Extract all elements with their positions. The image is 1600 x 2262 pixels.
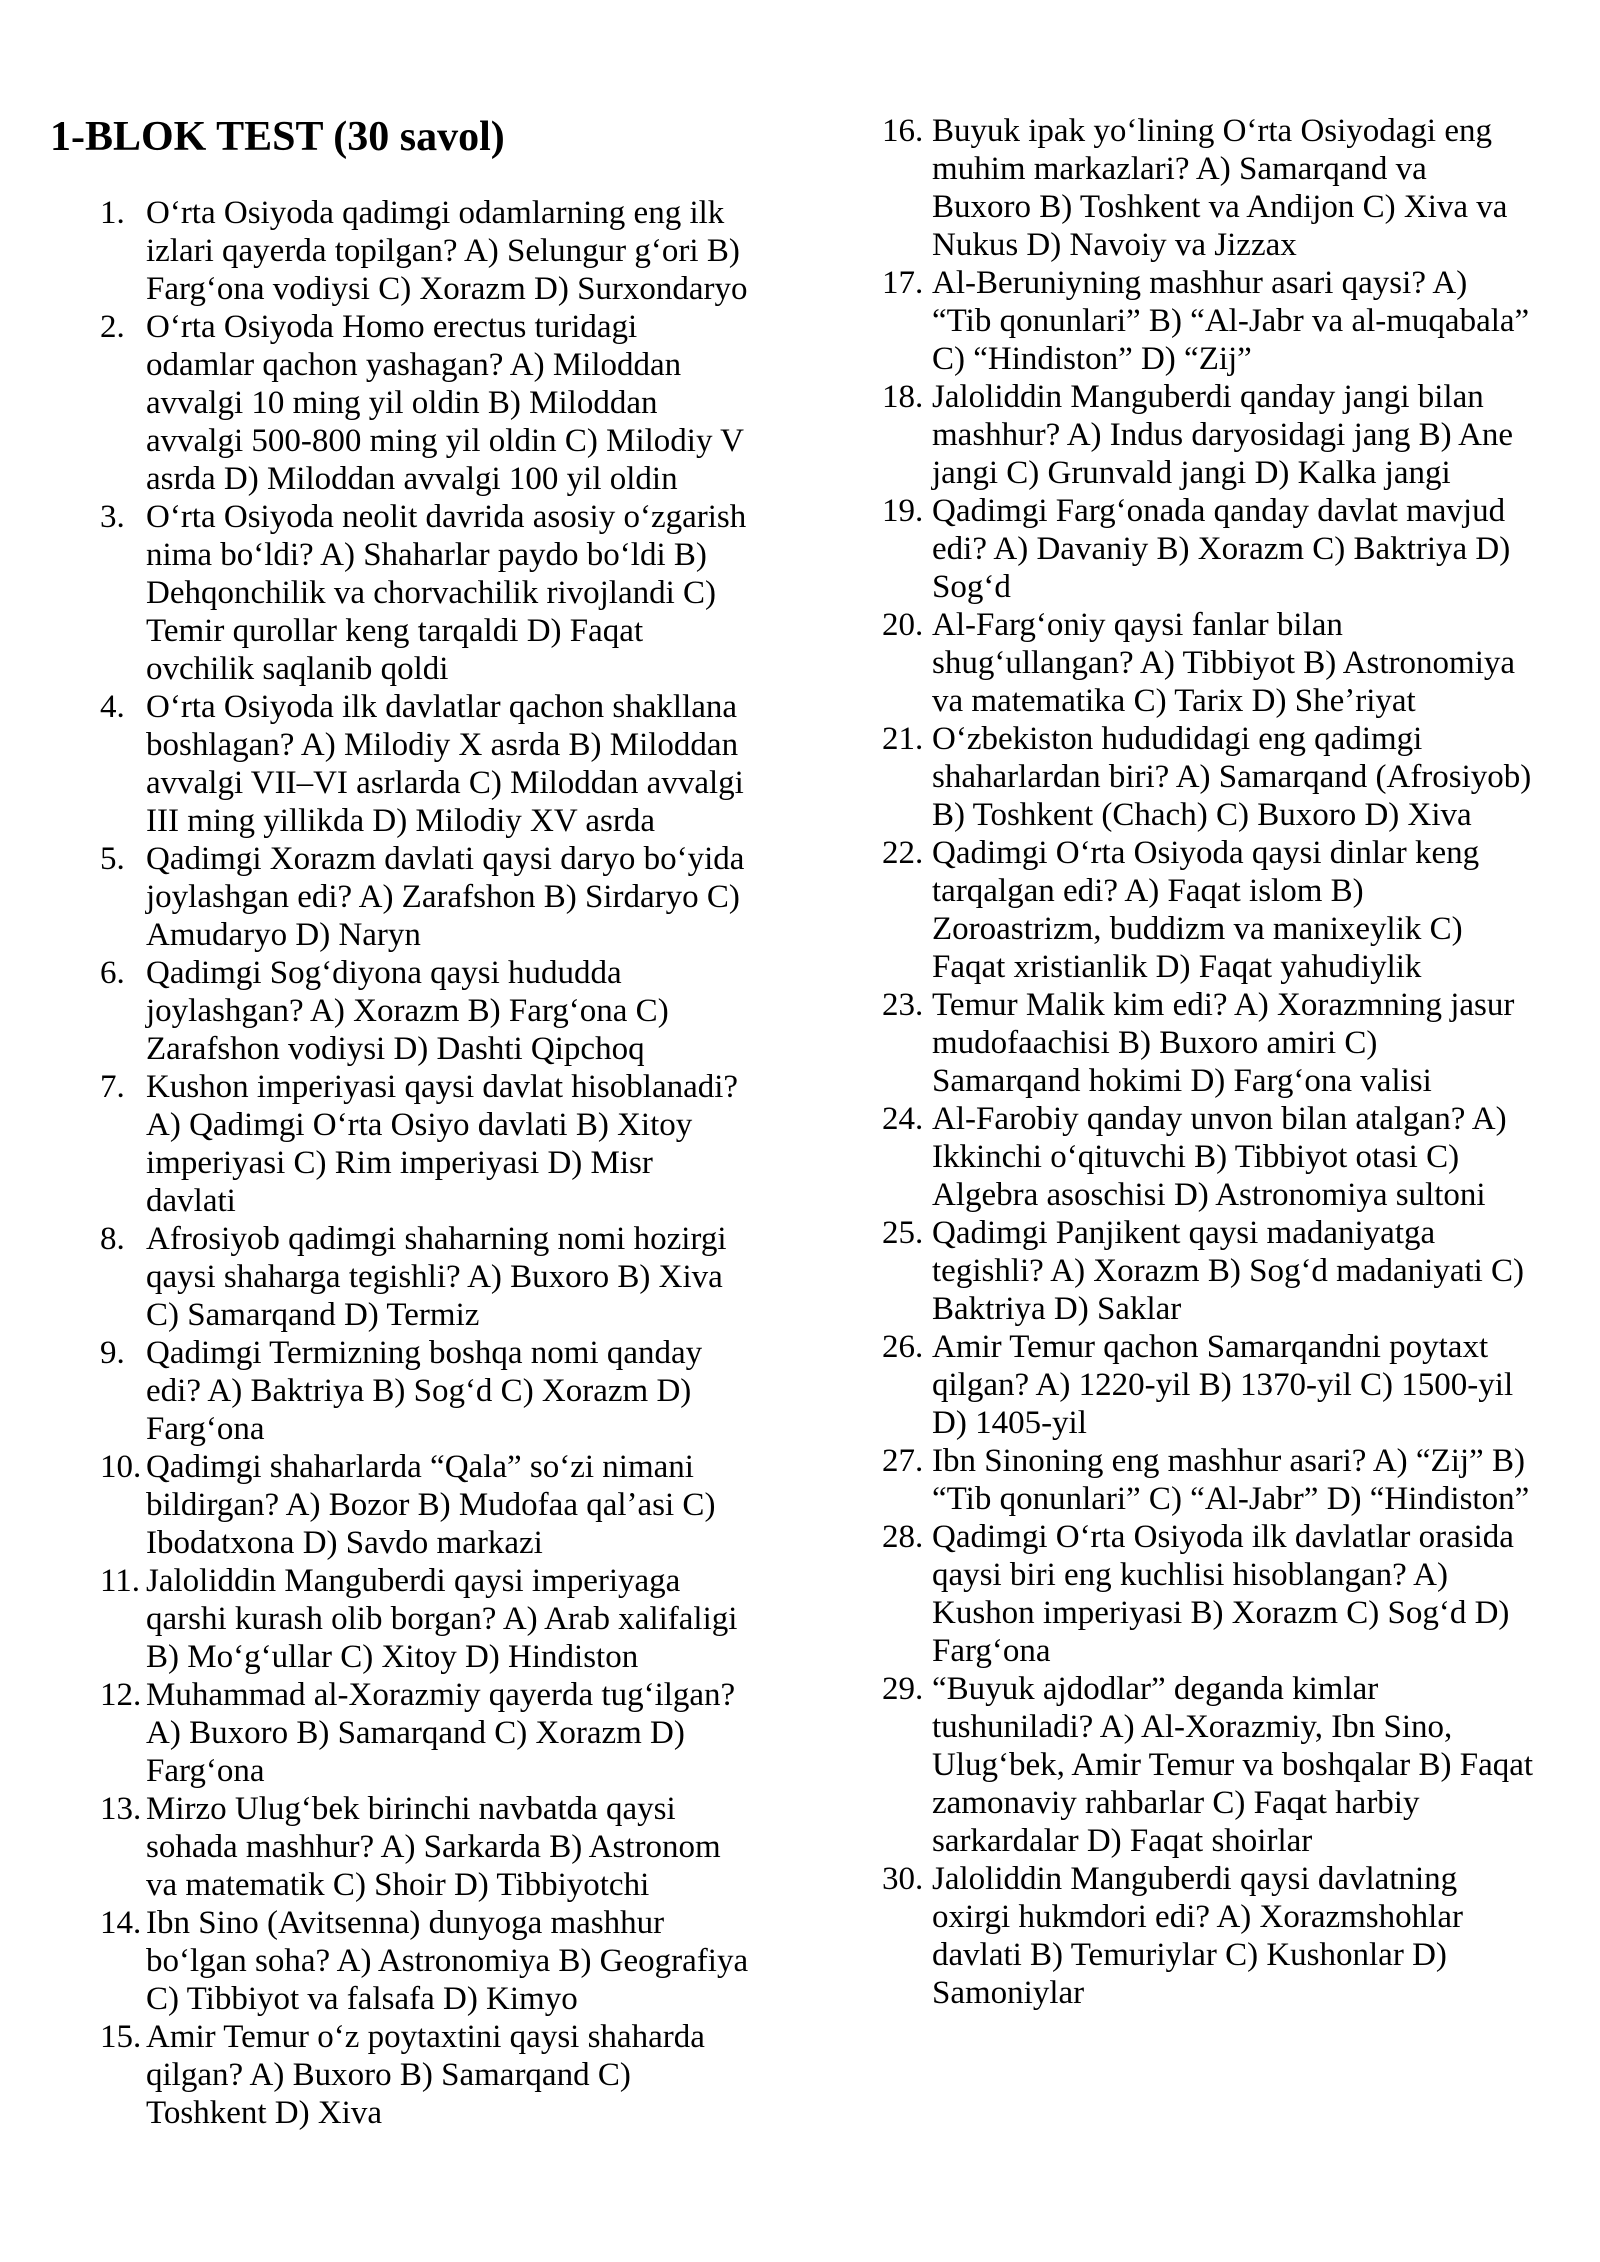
- question-text: Qadimgi Oʻrta Osiyoda qaysi dinlar keng tarqalgan edi? A) Faqat islom B) Zoroastrizm, buddizm va manixeylik C) Faqat xristianlik D) Faqat yahudiylik: [932, 835, 1480, 985]
- question-item: [882, 112, 1534, 264]
- question-number: 18.: [882, 379, 924, 415]
- question-number: 19.: [882, 493, 924, 529]
- question-item: [50, 194, 750, 308]
- question-number: 8.: [100, 1221, 125, 1257]
- question-text: Qadimgi Sogʻdiyona qaysi hududda joylashgan? A) Xorazm B) Fargʻona C) Zarafshon vodiysi D) Dashti Qipchoq: [146, 955, 669, 1067]
- question-number: 23.: [882, 987, 924, 1023]
- question-text: Muhammad al-Xorazmiy qayerda tugʻilgan? A) Buxoro B) Samarqand C) Xorazm D) Fargʻona: [146, 1677, 736, 1789]
- question-number: 7.: [100, 1069, 125, 1105]
- question-number: 4.: [100, 689, 125, 725]
- question-number: 5.: [100, 841, 125, 877]
- question-item: [882, 1442, 1534, 1518]
- question-number: 17.: [882, 265, 924, 301]
- question-number: 28.: [882, 1519, 924, 1555]
- question-text: Qadimgi Xorazm davlati qaysi daryo boʻyida joylashgan edi? A) Zarafshon B) Sirdaryo C) Amudaryo D) Naryn: [146, 841, 745, 953]
- question-item: [50, 2018, 750, 2132]
- question-text: Qadimgi Oʻrta Osiyoda ilk davlatlar orasida qaysi biri eng kuchlisi hisoblangan? A) Kushon imperiyasi B) Xorazm C) Sogʻd D) Fargʻona: [932, 1519, 1514, 1669]
- question-text: Oʻzbekiston hududidagi eng qadimgi shaharlardan biri? A) Samarqand (Afrosiyob) B) Toshkent (Chach) C) Buxoro D) Xiva: [932, 721, 1532, 833]
- question-text: Oʻrta Osiyoda qadimgi odamlarning eng ilk izlari qayerda topilgan? A) Selungur gʻori B) Fargʻona vodiysi C) Xorazm D) Surxondaryo: [146, 195, 748, 307]
- question-text: Amir Temur qachon Samarqandni poytaxt qilgan? A) 1220-yil B) 1370-yil C) 1500-yil D) 1405-yil: [932, 1329, 1514, 1441]
- question-list-left: [50, 194, 750, 2132]
- question-text: Qadimgi shaharlarda “Qala” soʻzi nimani bildirgan? A) Bozor B) Mudofaa qalʼasi C) Ibodatxona D) Savdo markazi: [146, 1449, 716, 1561]
- question-text: Afrosiyob qadimgi shaharning nomi hozirgi qaysi shaharga tegishli? A) Buxoro B) Xiva C) Samarqand D) Termiz: [146, 1221, 727, 1333]
- question-text: Oʻrta Osiyoda Homo erectus turidagi odamlar qachon yashagan? A) Miloddan avvalgi 10 ming yil oldin B) Miloddan avvalgi 500-800 ming yil oldin C) Milodiy V asrda D) Miloddan avvalgi 100 yil oldin: [146, 309, 744, 497]
- question-text: Qadimgi Fargʻonada qanday davlat mavjud edi? A) Davaniy B) Xorazm C) Baktriya D) Sogʻd: [932, 493, 1511, 605]
- question-number: 12.: [100, 1677, 142, 1713]
- question-item: [50, 954, 750, 1068]
- question-item: [882, 606, 1534, 720]
- question-number: 15.: [100, 2019, 142, 2055]
- question-item: [50, 1904, 750, 2018]
- question-number: 20.: [882, 607, 924, 643]
- question-number: 29.: [882, 1671, 924, 1707]
- question-text: Jaloliddin Manguberdi qaysi davlatning oxirgi hukmdori edi? A) Xorazmshohlar davlati B) Temuriylar C) Kushonlar D) Samoniylar: [932, 1861, 1463, 2011]
- question-item: [50, 1562, 750, 1676]
- question-text: Al-Farobiy qanday unvon bilan atalgan? A) Ikkinchi oʻqituvchi B) Tibbiyot otasi C) Algebra asoschisi D) Astronomiya sultoni: [932, 1101, 1507, 1213]
- question-number: 25.: [882, 1215, 924, 1251]
- question-item: [50, 1220, 750, 1334]
- question-text: Amir Temur oʻz poytaxtini qaysi shaharda qilgan? A) Buxoro B) Samarqand C) Toshkent D) Xiva: [146, 2019, 705, 2131]
- question-text: Mirzo Ulugʻbek birinchi navbatda qaysi sohada mashhur? A) Sarkarda B) Astronom va matematik C) Shoir D) Tibbiyotchi: [146, 1791, 721, 1903]
- question-text: Buyuk ipak yoʻlining Oʻrta Osiyodagi eng muhim markazlari? A) Samarqand va Buxoro B) Toshkent va Andijon C) Xiva va Nukus D) Navoiy va Jizzax: [932, 113, 1508, 263]
- question-number: 10.: [100, 1449, 142, 1485]
- question-item: [882, 1518, 1534, 1670]
- question-text: Ibn Sino (Avitsenna) dunyoga mashhur boʻlgan soha? A) Astronomiya B) Geografiya C) Tibbiyot va falsafa D) Kimyo: [146, 1905, 749, 2017]
- question-item: [882, 834, 1534, 986]
- question-item: [50, 688, 750, 840]
- question-item: [50, 1068, 750, 1220]
- question-text: Jaloliddin Manguberdi qaysi imperiyaga qarshi kurash olib borgan? A) Arab xalifaligi B) Moʻgʻullar C) Xitoy D) Hindiston: [146, 1563, 738, 1675]
- question-number: 3.: [100, 499, 125, 535]
- question-item: [50, 308, 750, 498]
- question-item: [882, 378, 1534, 492]
- question-number: 30.: [882, 1861, 924, 1897]
- question-text: Ibn Sinoning eng mashhur asari? A) “Zij” B) “Tib qonunlari” C) “Al-Jabr” D) “Hindiston”: [932, 1443, 1530, 1517]
- question-item: [50, 1448, 750, 1562]
- question-text: Oʻrta Osiyoda neolit davrida asosiy oʻzgarish nima boʻldi? A) Shaharlar paydo boʻldi B) Dehqonchilik va chorvachilik rivojlandi C) Temir qurollar keng tarqaldi D) Faqat ovchilik saqlanib qoldi: [146, 499, 747, 687]
- question-item: [882, 264, 1534, 378]
- left-column: [50, 112, 750, 2132]
- question-item: [882, 1214, 1534, 1328]
- question-text: Al-Beruniyning mashhur asari qaysi? A) “Tib qonunlari” B) “Al-Jabr va al-muqabala” C) “Hindiston” D) “Zij”: [932, 265, 1530, 377]
- question-number: 21.: [882, 721, 924, 757]
- question-text: Temur Malik kim edi? A) Xorazmning jasur mudofaachisi B) Buxoro amiri C) Samarqand hokimi D) Fargʻona valisi: [932, 987, 1515, 1099]
- question-item: [882, 1100, 1534, 1214]
- question-text: Jaloliddin Manguberdi qanday jangi bilan mashhur? A) Indus daryosidagi jang B) Ane jangi C) Grunvald jangi D) Kalka jangi: [932, 379, 1514, 491]
- question-number: 14.: [100, 1905, 142, 1941]
- question-number: 22.: [882, 835, 924, 871]
- question-item: [50, 1334, 750, 1448]
- question-number: 9.: [100, 1335, 125, 1371]
- question-item: [50, 1790, 750, 1904]
- question-number: 26.: [882, 1329, 924, 1365]
- question-text: Oʻrta Osiyoda ilk davlatlar qachon shakllana boshlagan? A) Milodiy X asrda B) Miloddan avvalgi VII–VI asrlarda C) Miloddan avvalgi III ming yillikda D) Milodiy XV asrda: [146, 689, 744, 839]
- question-item: [882, 492, 1534, 606]
- question-item: [882, 986, 1534, 1100]
- question-number: 6.: [100, 955, 125, 991]
- right-column: [882, 112, 1534, 2012]
- question-number: 27.: [882, 1443, 924, 1479]
- question-text: “Buyuk ajdodlar” deganda kimlar tushuniladi? A) Al-Xorazmiy, Ibn Sino, Ulugʻbek, Amir Temur va boshqalar B) Faqat zamonaviy rahbarlar C) Faqat harbiy sarkardalar D) Faqat shoirlar: [932, 1671, 1534, 1859]
- question-number: 2.: [100, 309, 125, 345]
- page-title: 1-BLOK TEST (30 savol): [50, 114, 505, 160]
- question-item: [882, 1328, 1534, 1442]
- question-number: 24.: [882, 1101, 924, 1137]
- question-list-right: [882, 112, 1534, 2012]
- question-item: [882, 720, 1534, 834]
- question-number: 11.: [100, 1563, 141, 1599]
- question-text: Qadimgi Termizning boshqa nomi qanday edi? A) Baktriya B) Sogʻd C) Xorazm D) Fargʻona: [146, 1335, 703, 1447]
- question-item: [882, 1860, 1534, 2012]
- question-number: 1.: [100, 195, 125, 231]
- question-item: [882, 1670, 1534, 1860]
- question-text: Qadimgi Panjikent qaysi madaniyatga tegishli? A) Xorazm B) Sogʻd madaniyati C) Baktriya D) Saklar: [932, 1215, 1525, 1327]
- question-item: [50, 1676, 750, 1790]
- question-text: Al-Fargʻoniy qaysi fanlar bilan shugʻullangan? A) Tibbiyot B) Astronomiya va matematika C) Tarix D) Sheʼriyat: [932, 607, 1516, 719]
- question-text: Kushon imperiyasi qaysi davlat hisoblanadi? A) Qadimgi Oʻrta Osiyo davlati B) Xitoy imperiyasi C) Rim imperiyasi D) Misr davlati: [146, 1069, 739, 1219]
- question-item: [50, 498, 750, 688]
- question-item: [50, 840, 750, 954]
- question-number: 16.: [882, 113, 924, 149]
- question-number: 13.: [100, 1791, 142, 1827]
